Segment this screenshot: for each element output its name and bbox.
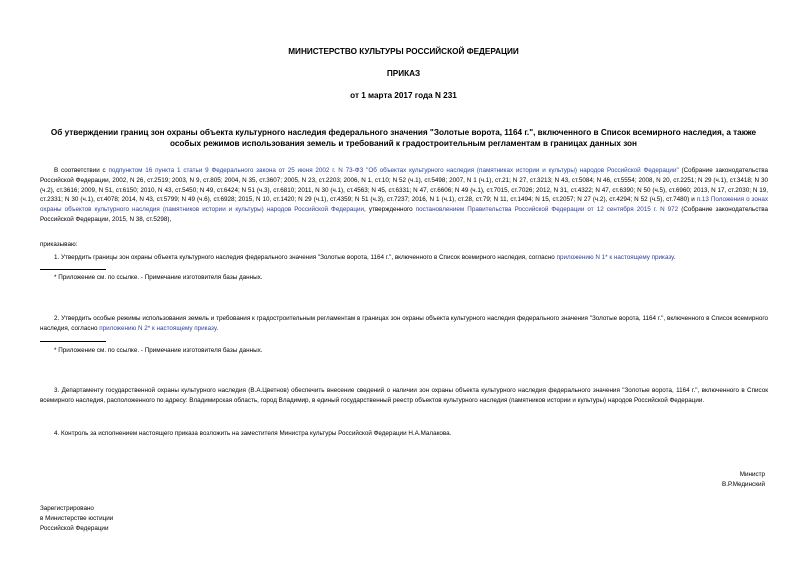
federal-law-link[interactable]: подпунктом 16 пункта 1 статьи 9 Федерального закона от 25 июня 2002 г. N 73-ФЗ "Об объектах культурного наследия (памятниках истории и культуры) народов Российской Федерации" [108,167,679,174]
regulation-link[interactable]: п.13 Положения о зонах охраны объектов культурного наследия (памятников истории и культуры) народов Российской Федерации [40,196,768,214]
item-1-tail: . [673,254,676,261]
doc-type-heading: ПРИКАЗ [386,69,421,78]
registration-line-3: Российской Федерации [40,525,109,532]
item-1 [40,253,768,263]
signature-name: В.Р.Мединский [722,481,765,488]
signature-position: Министр [739,471,765,478]
item-4: 4. Контроль за исполнением настоящего приказа возложить на заместителя Министра культуры Российской Федерации Н.А.Малакова. [54,430,452,437]
footnote-divider [40,341,106,342]
item-2-text: 2. Утвердить особые режимы использования земель и требования к градостроительным регламентам в границах зон охраны объекта культурного наследия федерального значения "Золотые ворота, 1164 г.", включенного в Список всемирного наследия, согласно [40,315,768,332]
registration-line-2: в Министерстве юстиции [40,515,114,522]
signature-block [722,470,765,490]
ministry-heading: МИНИСТЕРСТВО КУЛЬТУРЫ РОССИЙСКОЙ ФЕДЕРАЦИИ [288,47,519,56]
date-line: от 1 марта 2017 года N 231 [350,91,457,100]
order-word: приказываю: [40,241,78,248]
preamble-text-4: (Собрание законодательства Российской Федерации, 2015, N 38, ст.5298), [40,206,769,223]
preamble-text-3: , утвержденного [364,206,416,214]
appendix-1-link[interactable]: приложению N 1* к настоящему приказу [556,254,674,261]
footnote-1: * Приложение см. по ссылке. - Примечание изготовителя базы данных. [54,274,263,281]
footnote-divider [40,269,106,270]
preamble-paragraph [40,166,768,225]
registration-line-1: Зарегистрировано [40,505,94,512]
item-2 [40,314,768,334]
registration-block [40,504,113,534]
appendix-2-link[interactable]: приложению N 2* к настоящему приказу [99,324,217,332]
government-decree-link[interactable]: постановлением Правительства Российской Федерации от 12 сентября 2015 г. N 972 [415,206,679,214]
document-title: Об утверждении границ зон охраны объекта культурного наследия федерального значения "Золотые ворота, 1164 г.", включенного в Список всемирного наследия, а также особых режимов использования земель и требований к градостроительным регламентам в границах данных зон [50,128,757,148]
preamble-text-1: В соответствии с [54,167,109,174]
preamble-text-2: (Собрание законодательства Российской Федерации, 2002, N 26, ст.2519; 2003, N 9, ст.805; 2004, N 35, ст.3607; 2005, N 23, ст.2203; 2006, N 1, ст.10; N 52 (ч.1), ст.5498; 2007, N 1 (ч.1), ст.21; N 27, ст.3213; N 43, ст.5084; N 46, ст.5554; 2008, N 20, ст.2251; N 29 (ч.1), ст.3418; N 30 (ч.2), ст.3616; 2009, N 51, ст.6150; 2010, N 43, ст.5450; N 49, ст.6424; N 51 (ч.3), ст.6810; 2011, N 30 (ч.1), ст.4563; N 45, ст.6331; N 47, ст.6606; N 49 (ч.1), ст.7015, ст.7026; 2012, N 31, ст.4322; N 47, ст.6390; N 50 (ч.5), ст.6960; 2013, N 17, ст.2030; N 19, ст.2331; N 30 (ч.1), ст.4078; 2014, N 43, ст.5799; N 49 (ч.6), ст.6928; 2015, N 10, ст.1420; N 29 (ч.1), ст.4359; N 51 (ч.3), ст.7237; 2016, N 1 (ч.1), ст.28, ст.79; N 11, ст.1494; N 15, ст.2057; N 27 (ч.2), ст.4294; N 52 (ч.5), ст.7480) и [40,167,769,204]
footnote-2: * Приложение см. по ссылке. - Примечание изготовителя базы данных. [54,347,263,354]
item-2-tail: . [216,324,219,332]
item-1-text: 1. Утвердить границы зон охраны объекта культурного наследия федерального значения "Золотые ворота, 1164 г.", включенного в Список всемирного наследия, согласно [54,254,557,261]
item-3: 3. Департаменту государственной охраны культурного наследия (В.А.Цветнов) обеспечить внесение сведений о наличии зон охраны объекта культурного наследия федерального значения "Золотые ворота, 1164 г.", включенного в Список всемирного наследия, расположенного по адресу: Владимирская область, город Владимир, в единый государственный реестр объектов культурного наследия (памятников истории и культуры) народов Российской Федерации. [40,387,768,404]
